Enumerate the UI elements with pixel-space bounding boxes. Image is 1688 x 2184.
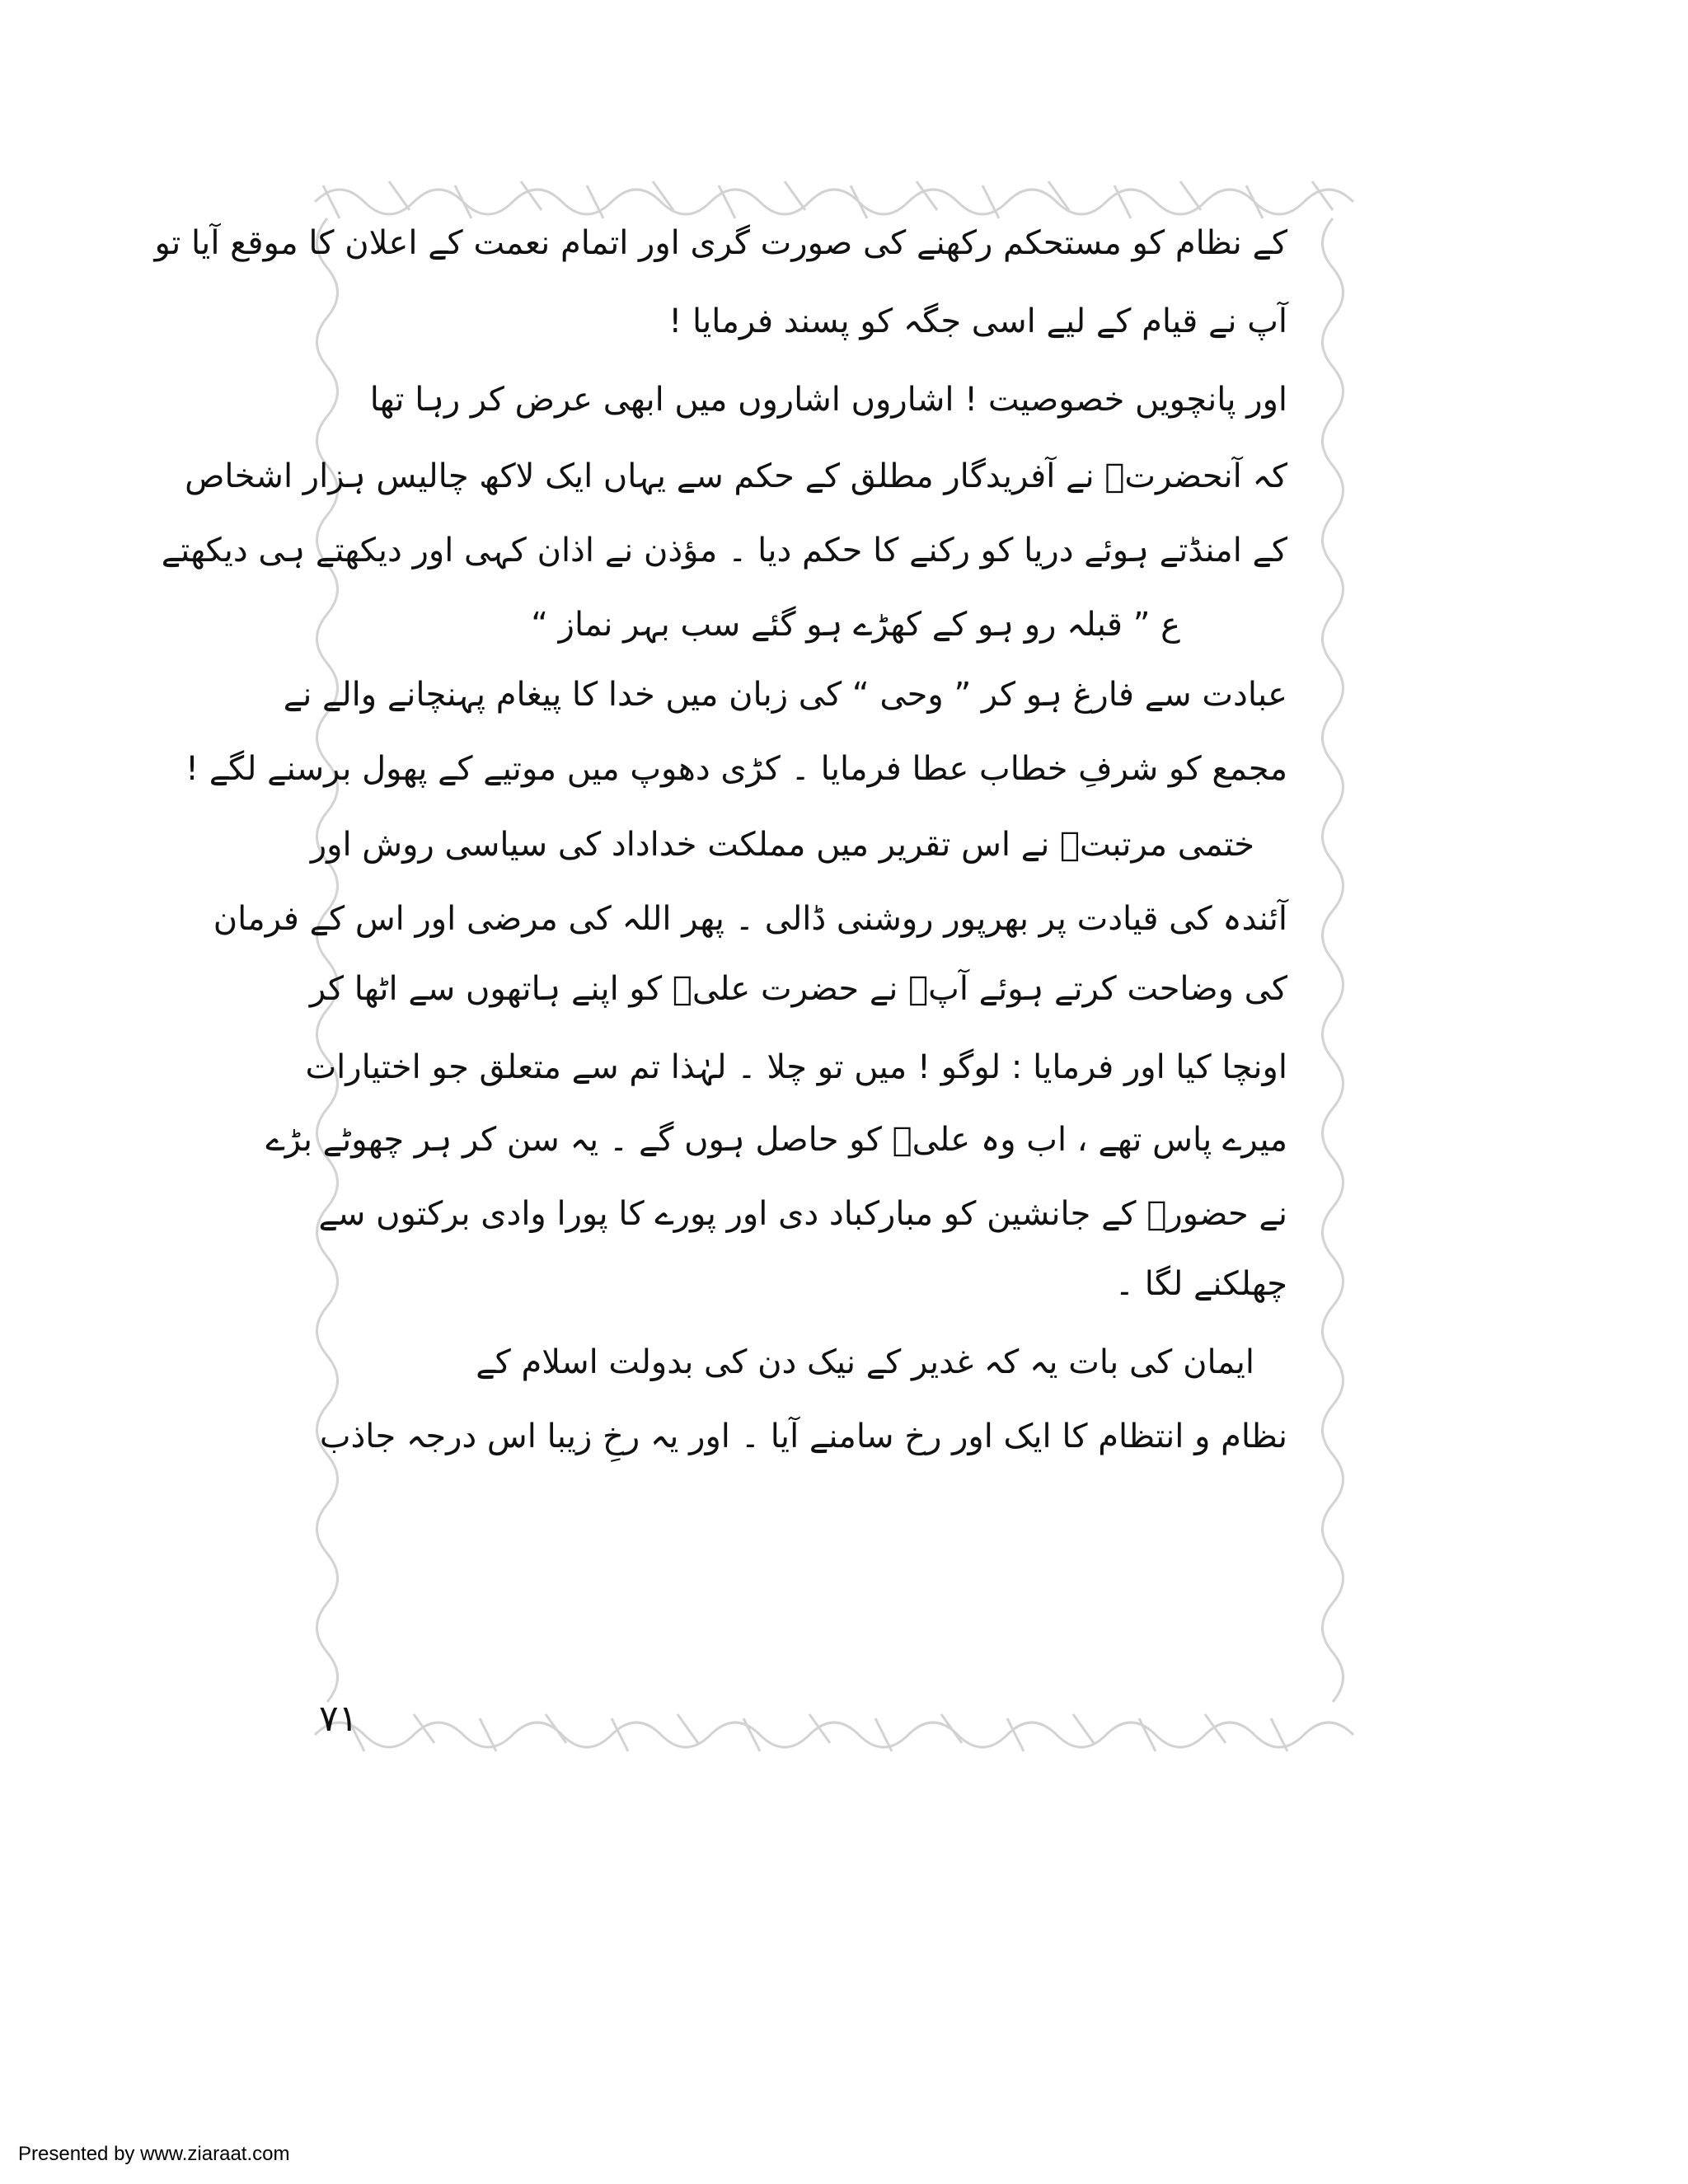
footer-credit: Presented by www.ziaraat.com bbox=[18, 2143, 290, 2165]
text-line: ایمان کی بات یہ کہ غدیر کے نیک دن کی بدولت اسلام کے bbox=[476, 1343, 1254, 1381]
text-line: کی وضاحت کرتے ہوئے آپؐ نے حضرت علیؑ کو اپنے ہاتھوں سے اٹھا کر bbox=[309, 970, 1287, 1008]
text-line: کے نظام کو مستحکم رکھنے کی صورت گری اور اتمام نعمت کے اعلان کا موقع آیا تو bbox=[154, 224, 1287, 262]
text-line: عبادت سے فارغ ہو کر ” وحی “ کی زبان میں خدا کا پیغام پہنچانے والے نے bbox=[283, 676, 1287, 714]
text-line: نظام و انتظام کا ایک اور رخ سامنے آیا ۔ اور یہ رخِ زیبا اس درجہ جاذب bbox=[319, 1418, 1287, 1455]
scanned-book-page bbox=[154, 169, 1362, 1768]
text-line: کہ آنحضرتؐ نے آفریدگار مطلق کے حکم سے یہاں ایک لاکھ چالیس ہزار اشخاص bbox=[185, 457, 1287, 495]
page-number: ۷۱ bbox=[319, 1698, 359, 1740]
text-line: آپ نے قیام کے لیے اسی جگہ کو پسند فرمایا ! bbox=[668, 302, 1287, 340]
text-line: چھلکنے لگا ۔ bbox=[1114, 1265, 1287, 1303]
text-line: میرے پاس تھے ، اب وہ علیؑ کو حاصل ہوں گے ۔ یہ سن کر ہر چھوٹے بڑے bbox=[265, 1121, 1287, 1159]
text-line: کے امنڈتے ہوئے دریا کو رکنے کا حکم دیا ۔ مؤذن نے اذان کہی اور دیکھتے ہی دیکھتے bbox=[161, 532, 1287, 569]
text-line: اور پانچویں خصوصیت ! اشاروں اشاروں میں ابھی عرض کر رہا تھا bbox=[369, 381, 1287, 419]
text-line: ع ” قبلہ رو ہو کے کھڑے ہو گئے سب بہر نماز “ bbox=[531, 606, 1180, 644]
text-line: اونچا کیا اور فرمایا : لوگو ! میں تو چلا ۔ لہٰذا تم سے متعلق جو اختیارات bbox=[305, 1048, 1287, 1086]
text-line: ختمی مرتبتؐ نے اس تقریر میں مملکت خداداد کی سیاسی روش اور bbox=[310, 826, 1254, 864]
text-line: نے حضورؐ کے جانشین کو مبارکباد دی اور پورے کا پورا وادی برکتوں سے bbox=[318, 1195, 1287, 1233]
text-line: مجمع کو شرفِ خطاب عطا فرمایا ۔ کڑی دھوپ میں موتیے کے پھول برسنے لگے ! bbox=[185, 750, 1287, 788]
text-line: آئندہ کی قیادت پر بھرپور روشنی ڈالی ۔ پھر اللہ کی مرضی اور اس کے فرمان bbox=[213, 900, 1287, 938]
